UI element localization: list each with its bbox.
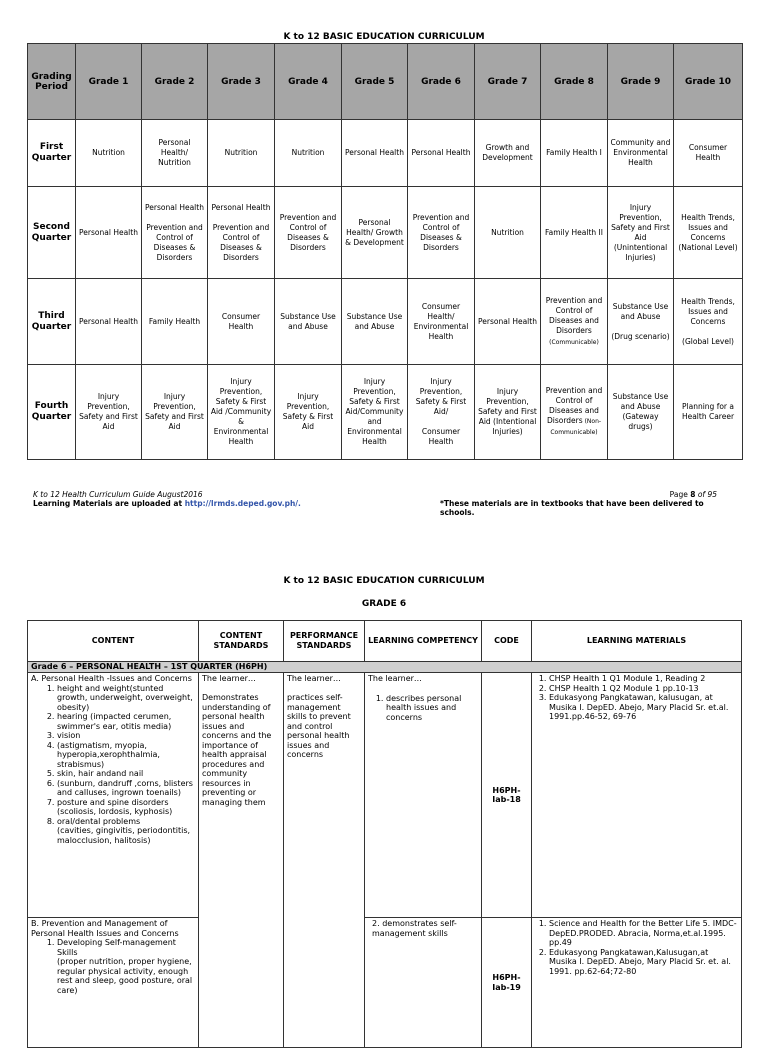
grading-period-cell: Third Quarter <box>28 279 76 365</box>
topic-cell: Family Health <box>142 279 208 365</box>
topic-cell: Prevention and Control of Diseases and Disorders (Non-Communicable) <box>541 365 608 460</box>
content-item: 4. (astigmatism, myopia, hyperopia,xerophthalmia, strabismus) <box>57 741 195 770</box>
grade-title: GRADE 6 <box>361 599 407 609</box>
topic-cell: Injury Prevention, Safety & First Aid/ Consumer Health <box>408 365 475 460</box>
topic-cell: Nutrition <box>475 187 541 279</box>
content-item: 1. height and weight(stunted growth, underweight, overweight, obesity) <box>57 684 195 713</box>
performance-standards-cell: The learner… practices self-management skills to prevent and control personal health issues and concerns <box>284 673 365 1048</box>
grid-header-row <box>28 44 743 120</box>
topic-cell: Community and Environmental Health <box>608 120 674 187</box>
topic-cell: Personal Health Prevention and Control of Diseases & Disorders <box>142 187 208 279</box>
grid-row <box>28 365 743 460</box>
topic-cell: Nutrition <box>76 120 142 187</box>
topic-cell: Prevention and Control of Diseases & Disorders <box>275 187 342 279</box>
page-number: 8 <box>690 490 696 499</box>
grid-header-cell: Grade 6 <box>408 44 475 120</box>
grid-row <box>28 120 743 187</box>
content-standards-cell: The learner… Demonstrates understanding of personal health issues and concerns and the importance of health appraisal procedures and community resources in preventing or managing them <box>199 673 284 1048</box>
content-cell-b <box>28 918 199 1048</box>
upload-note <box>33 499 301 508</box>
competency-cell-b <box>365 918 482 1048</box>
topic-cell: Personal Health/ Nutrition <box>142 120 208 187</box>
topic-cell: Prevention and Control of Diseases & Disorders <box>408 187 475 279</box>
content-item: 8. oral/dental problems <box>57 817 195 827</box>
content-tail-a: (cavities, gingivitis, periodontitis, malocclusion, halitosis) <box>57 826 191 845</box>
competency-heading: The learner… <box>368 674 422 683</box>
materials-list-b <box>535 919 738 976</box>
content-list-a <box>31 684 195 827</box>
upload-prefix: Learning Materials are uploaded at <box>33 499 183 508</box>
grid-header-cell: Grade 1 <box>76 44 142 120</box>
material-item: 1. CHSP Health 1 Q1 Module 1, Reading 2 <box>549 674 738 684</box>
page-total: of 95 <box>697 490 717 499</box>
grid-header-cell: Grade 4 <box>275 44 342 120</box>
curr-header-cell: LEARNING COMPETENCY <box>365 621 482 662</box>
curr-header-cell: CONTENT STANDARDS <box>199 621 284 662</box>
grid-header-cell: Grading Period <box>28 44 76 120</box>
topic-cell: Substance Use and Abuse (Gateway drugs) <box>608 365 674 460</box>
material-item: 3. Edukasyong Pangkatawan, kalusugan, at Musika I. DepED. Abejo, Mary Placid Sr. et.al. 1991.pp.46-52, 69-76 <box>549 693 738 722</box>
material-item: 2. Edukasyong Pangkatawan,Kalusugan,at Musika I. DepED. Abejo, Mary Placid Sr. et. al. 1991. pp.62-64;72-80 <box>549 948 738 977</box>
topic-cell: Substance Use and Abuse (Drug scenario) <box>608 279 674 365</box>
content-cell-a <box>28 673 199 918</box>
page-title-second: K to 12 BASIC EDUCATION CURRICULUM <box>283 576 485 586</box>
content-item: 5. skin, hair andand nail <box>57 769 195 779</box>
guide-name: K to 12 Health Curriculum Guide August2016 <box>33 490 203 499</box>
content-item: 2. hearing (impacted cerumen, swimmer's ear, otitis media) <box>57 712 195 731</box>
grid-header-cell: Grade 9 <box>608 44 674 120</box>
materials-cell-b <box>532 918 742 1048</box>
topic-cell: Consumer Health/ Environmental Health <box>408 279 475 365</box>
content-item: 6. (sunburn, dandruff ,corns, blisters and calluses, ingrown toenails) <box>57 779 195 798</box>
curr-row-b <box>28 918 742 1048</box>
topic-cell: Substance Use and Abuse <box>342 279 408 365</box>
grade-topics-grid <box>27 43 743 460</box>
content-tail-b: (proper nutrition, proper hygiene, regular physical activity, enough rest and sleep, good posture, oral care) <box>57 957 193 995</box>
materials-cell-a <box>532 673 742 918</box>
grid-header-cell: Grade 8 <box>541 44 608 120</box>
topic-cell: Injury Prevention, Safety and First Aid <box>76 365 142 460</box>
topic-cell: Growth and Development <box>475 120 541 187</box>
curr-header-cell: PERFORMANCE STANDARDS <box>284 621 365 662</box>
curr-header-cell: LEARNING MATERIALS <box>532 621 742 662</box>
topic-cell: Health Trends, Issues and Concerns (Global Level) <box>674 279 743 365</box>
curr-header-cell: CONTENT <box>28 621 199 662</box>
content-item: 3. vision <box>57 731 195 741</box>
topic-cell: Health Trends, Issues and Concerns (National Level) <box>674 187 743 279</box>
topic-cell: Family Health II <box>541 187 608 279</box>
topic-cell: Nutrition <box>275 120 342 187</box>
topic-cell: Personal Health <box>342 120 408 187</box>
lrmds-link[interactable]: http://lrmds.deped.gov.ph/. <box>184 499 301 508</box>
topic-cell: Personal Health <box>76 187 142 279</box>
grid-header-cell: Grade 5 <box>342 44 408 120</box>
topic-cell: Injury Prevention, Safety and First Aid (Intentional Injuries) <box>475 365 541 460</box>
materials-list-a <box>535 674 738 722</box>
curr-row-a <box>28 673 742 918</box>
competency-num: 2. <box>372 919 380 928</box>
material-item: 2. CHSP Health 1 Q2 Module 1 pp.10-13 <box>549 684 738 694</box>
grid-header-cell: Grade 10 <box>674 44 743 120</box>
code-cell-b: H6PH-Iab-19 <box>482 918 532 1048</box>
topic-cell: Prevention and Control of Diseases and Disorders (Communicable) <box>541 279 608 365</box>
page-indicator <box>440 490 717 499</box>
topic-cell: Substance Use and Abuse <box>275 279 342 365</box>
topic-cell: Injury Prevention, Safety and First Aid <box>142 365 208 460</box>
topic-cell: Personal Health Prevention and Control of Diseases & Disorders <box>208 187 275 279</box>
grid-header-cell: Grade 2 <box>142 44 208 120</box>
topic-cell: Planning for a Health Career <box>674 365 743 460</box>
page-prefix: Page <box>669 490 688 499</box>
competency-cell-a <box>365 673 482 918</box>
topic-cell: Personal Health <box>408 120 475 187</box>
topic-cell: Consumer Health <box>208 279 275 365</box>
disease-type-note: (Communicable) <box>549 338 599 346</box>
topic-cell: Injury Prevention, Safety & First Aid/Community and Environmental Health <box>342 365 408 460</box>
page-title-top: K to 12 BASIC EDUCATION CURRICULUM <box>283 32 485 42</box>
topic-cell: Personal Health/ Growth & Development <box>342 187 408 279</box>
grid-row <box>28 187 743 279</box>
topic-cell: Injury Prevention, Safety & First Aid <box>275 365 342 460</box>
competency-item: demonstrates self-management skills <box>372 919 457 938</box>
curr-header-cell: CODE <box>482 621 532 662</box>
textbook-note: *These materials are in textbooks that have been delivered to schools. <box>440 499 704 517</box>
topic-cell: Family Health I <box>541 120 608 187</box>
grading-period-cell: Second Quarter <box>28 187 76 279</box>
competency-item: 1. describes personal health issues and concerns <box>386 694 478 723</box>
topic-cell: Personal Health <box>475 279 541 365</box>
grading-period-cell: First Quarter <box>28 120 76 187</box>
grading-period-cell: Fourth Quarter <box>28 365 76 460</box>
content-item: 7. posture and spine disorders (scoliosis, lordosis, kyphosis) <box>57 798 195 817</box>
topic-cell: Personal Health <box>76 279 142 365</box>
grid-header-cell: Grade 7 <box>475 44 541 120</box>
topic-cell: Nutrition <box>208 120 275 187</box>
topic-cell: Consumer Health <box>674 120 743 187</box>
content-item: 1. Developing Self-management Skills <box>57 938 195 957</box>
grade6-curriculum-table <box>27 620 742 1048</box>
curr-header-row <box>28 621 742 662</box>
code-cell-a: H6PH-Iab-18 <box>482 673 532 918</box>
disease-type-note: (Non-Communicable) <box>550 418 602 436</box>
quarter-band: Grade 6 – PERSONAL HEALTH – 1ST QUARTER (H6PH) <box>28 662 742 673</box>
topic-cell: Injury Prevention, Safety & First Aid /Community & Environmental Health <box>208 365 275 460</box>
grid-row <box>28 279 743 365</box>
content-heading-a: A. Personal Health -Issues and Concerns <box>31 674 192 683</box>
grid-header-cell: Grade 3 <box>208 44 275 120</box>
quarter-band-row <box>28 662 742 673</box>
topic-cell: Injury Prevention, Safety and First Aid (Unintentional Injuries) <box>608 187 674 279</box>
material-item: 1. Science and Health for the Better Life 5. IMDC-DepED.PRODED. Abracia, Norma,et.al.1995. pp.49 <box>549 919 738 948</box>
content-heading-b: B. Prevention and Management of Personal Health Issues and Concerns <box>31 919 179 938</box>
